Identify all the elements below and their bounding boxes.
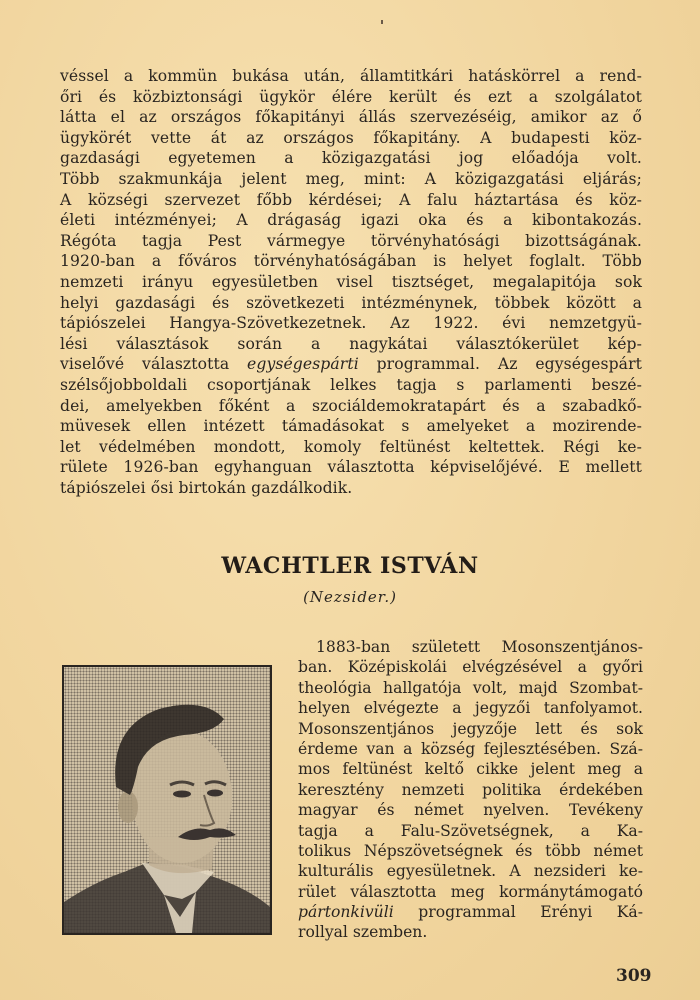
text-line: tolikus Népszövetségnek és több német bbox=[298, 841, 643, 860]
text-line: kulturális egyesületnek. A nezsideri ke- bbox=[298, 862, 643, 881]
portrait-figure bbox=[64, 667, 270, 933]
text-line: mos feltünést keltő cikke jelent meg a bbox=[298, 760, 643, 779]
text-line: Régóta tagja Pest vármegye törvényhatósági bizottságának. bbox=[60, 231, 642, 250]
text-line: látta el az országos főkapitányi állás szervezéséig, amikor az ő bbox=[60, 108, 642, 127]
text-line: theológia hallgatója volt, majd Szombat- bbox=[298, 678, 643, 697]
text-line: Mosonszentjános jegyzője lett és sok bbox=[298, 719, 643, 738]
text-line: helyen elvégezte a jegyzői tanfolyamot. bbox=[298, 699, 643, 718]
text-line: keresztény nemzeti politika érdekében bbox=[298, 780, 643, 799]
text-line: lési választások során a nagykátai választókerület kép- bbox=[60, 334, 642, 353]
text-line: tagja a Falu-Szövetségnek, a Ka- bbox=[298, 821, 643, 840]
entry-location: (Nezsider.) bbox=[303, 588, 397, 606]
portrait-photo bbox=[62, 665, 272, 935]
top-paragraph bbox=[60, 66, 642, 498]
text-line: dei, amelyekben főként a szociáldemokratapárt és a szabadkő- bbox=[60, 396, 642, 415]
text-segment: viselővé választotta bbox=[60, 355, 248, 374]
entry-paragraph bbox=[298, 637, 643, 943]
italic-term: egységespárti bbox=[247, 355, 359, 374]
text-line: rülete 1926-ban egyhanguan választotta képviselőjévé. E mellett bbox=[60, 458, 642, 477]
text-line: rollyal szemben. bbox=[298, 923, 428, 942]
text-line: érdeme van a község fejlesztésében. Szá- bbox=[298, 739, 643, 758]
text-line: Több szakmunkája jelent meg, mint: A közigazgatási eljárás; bbox=[60, 169, 642, 188]
text-line: 1883-ban született Mosonszentjános- bbox=[316, 638, 643, 656]
text-line: gazdasági egyetemen a közigazgatási jog előadója volt. bbox=[60, 149, 642, 168]
page-number: 309 bbox=[616, 966, 652, 986]
text-line: magyar és német nyelven. Tevékeny bbox=[298, 801, 643, 820]
text-segment: programmal. Az egységespárt bbox=[358, 355, 642, 374]
text-line: tápiószelei ősi birtokán gazdálkodik. bbox=[60, 478, 353, 497]
text-line: rület választotta meg kormánytámogató bbox=[298, 882, 643, 901]
text-line: nemzeti irányu egyesületben visel tisztséget, megalapitója sok bbox=[60, 272, 642, 291]
entry-name-heading: WACHTLER ISTVÁN bbox=[221, 553, 479, 579]
text-line: ügykörét vette át az országos főkapitány. A budapesti köz- bbox=[60, 128, 642, 147]
text-line: A községi szervezet főbb kérdései; A falu háztartása és köz- bbox=[60, 190, 642, 209]
text-line: ban. Középiskolái elvégzésével a győri bbox=[298, 658, 643, 677]
text-line: szélsőjobboldali csoportjának lelkes tagja s parlamenti beszé- bbox=[60, 375, 642, 394]
text-line: tápiószelei Hangya-Szövetkezetnek. Az 1922. évi nemzetgyü- bbox=[60, 314, 642, 333]
text-segment: programmal Erényi Ká- bbox=[393, 903, 643, 922]
text-line: 1920-ban a főváros törvényhatóságában is helyet foglalt. Több bbox=[60, 252, 642, 271]
print-mark bbox=[381, 20, 383, 24]
text-line: életi intézményei; A drágaság igazi oka és a kibontakozás. bbox=[60, 211, 642, 230]
text-line: helyi gazdasági és szövetkezeti intézménynek, többek között a bbox=[60, 293, 642, 312]
text-line: véssel a kommün bukása után, államtitkári hatáskörrel a rend- bbox=[60, 67, 642, 85]
italic-term: pártonkivüli bbox=[298, 903, 394, 922]
text-line bbox=[298, 902, 643, 922]
text-line bbox=[60, 354, 642, 375]
text-line: müvesek ellen intézett támadásokat s amelyeket a mozirende- bbox=[60, 417, 642, 436]
text-line: őri és közbiztonsági ügykör élére került és ezt a szolgálatot bbox=[60, 87, 642, 106]
text-line: let védelmében mondott, komoly feltünést keltettek. Régi ke- bbox=[60, 437, 642, 456]
